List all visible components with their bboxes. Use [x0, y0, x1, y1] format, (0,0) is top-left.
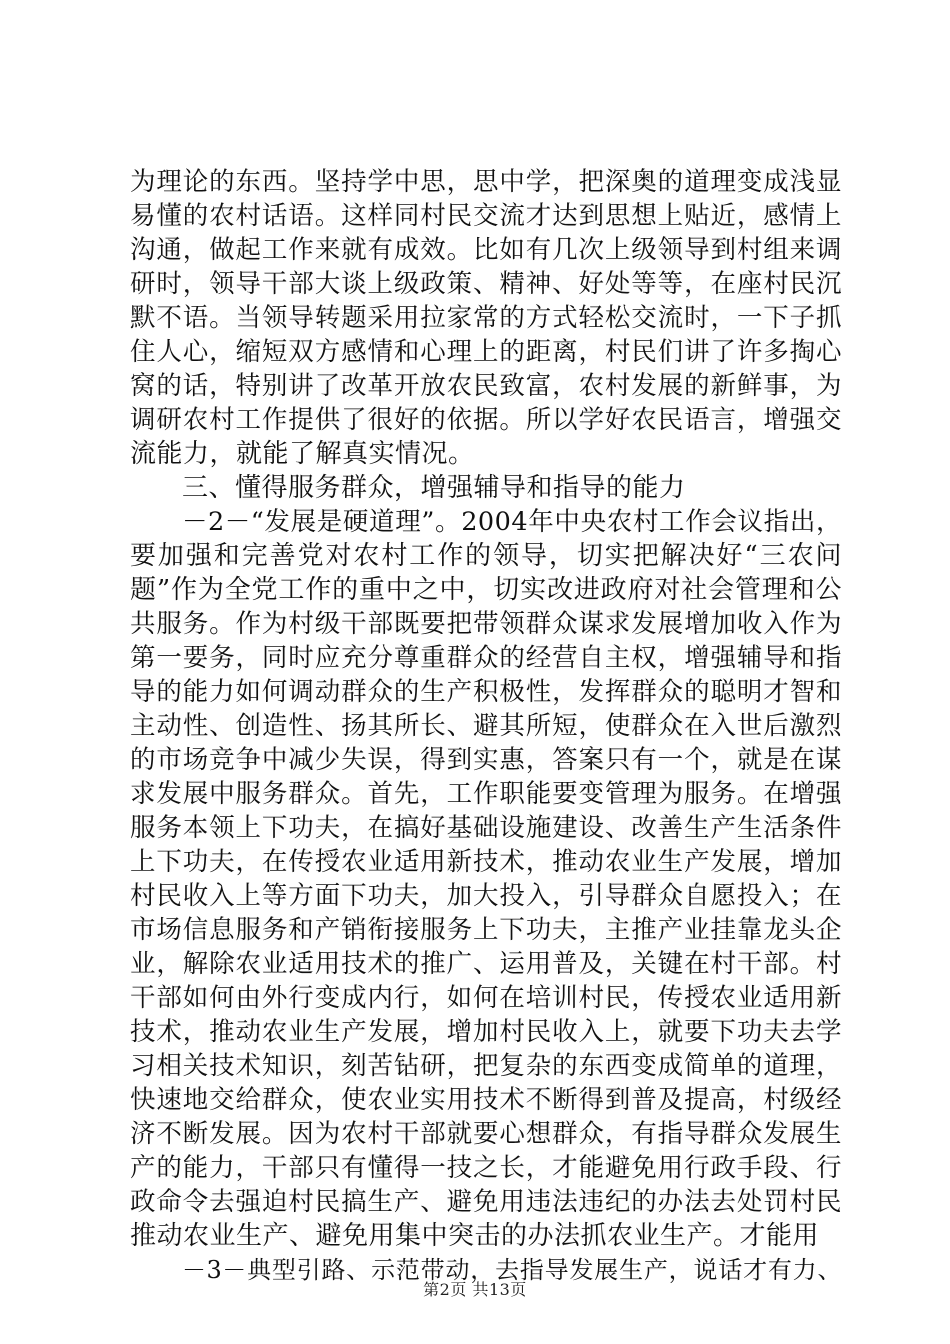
text-line: 沟通，做起工作来就有成效。比如有几次上级领导到村组来调: [130, 235, 842, 265]
text-line: 为理论的东西。坚持学中思，思中学，把深奥的道理变成浅显: [130, 167, 842, 197]
text-line: 题”作为全党工作的重中之中，切实改进政府对社会管理和公: [130, 575, 842, 605]
text-line: 要加强和完善党对农村工作的领导，切实把解决好“三农问: [130, 541, 842, 571]
text-line: 村民收入上等方面下功夫，加大投入，引导群众自愿投入；在: [130, 881, 842, 911]
text-line: 求发展中服务群众。首先，工作职能要变管理为服务。在增强: [130, 779, 842, 809]
text-line: 技术，推动农业生产发展，增加村民收入上，就要下功夫去学: [130, 1017, 842, 1047]
text-line: 住人心，缩短双方感情和心理上的距离，村民们讲了许多掏心: [130, 337, 842, 367]
text-line: 业，解除农业适用技术的推广、运用普及，关键在村干部。村: [130, 949, 842, 979]
text-line: 政命令去强迫村民搞生产、避免用违法违纪的办法去处罚村民: [130, 1187, 842, 1217]
text-line: 主动性、创造性、扬其所长、避其所短，使群众在入世后激烈: [130, 711, 842, 741]
text-line: 共服务。作为村级干部既要把带领群众谋求发展增加收入作为: [130, 609, 842, 639]
text-line: －2－“发展是硬道理”。2004年中央农村工作会议指出，: [182, 507, 842, 537]
text-line: 服务本领上下功夫，在搞好基础设施建设、改善生产生活条件: [130, 813, 842, 843]
text-line: 易懂的农村话语。这样同村民交流才达到思想上贴近，感情上: [130, 201, 842, 231]
text-line: 研时，领导干部大谈上级政策、精神、好处等等，在座村民沉: [130, 269, 842, 299]
text-line: 调研农村工作提供了很好的依据。所以学好农民语言，增强交: [130, 405, 842, 435]
text-line: 流能力，就能了解真实情况。: [130, 439, 475, 469]
text-line: 产的能力，干部只有懂得一技之长，才能避免用行政手段、行: [130, 1153, 842, 1183]
text-line: 推动农业生产、避免用集中突击的办法抓农业生产。才能用: [130, 1221, 820, 1251]
text-line: 上下功夫，在传授农业适用新技术，推动农业生产发展，增加: [130, 847, 842, 877]
section-heading: 三、懂得服务群众，增强辅导和指导的能力: [182, 473, 686, 503]
text-line: 窝的话，特别讲了改革开放农民致富，农村发展的新鲜事，为: [130, 371, 842, 401]
text-line: 济不断发展。因为农村干部就要心想群众，有指导群众发展生: [130, 1119, 842, 1149]
text-line: 的市场竞争中减少失误，得到实惠，答案只有一个，就是在谋: [130, 745, 842, 775]
text-line: －3－典型引路、示范带动，去指导发展生产，说话才有力、: [182, 1256, 842, 1284]
document-body: [130, 165, 842, 1287]
text-line: 干部如何由外行变成内行，如何在培训村民，传授农业适用新: [130, 983, 842, 1013]
text-line: 习相关技术知识，刻苦钻研，把复杂的东西变成简单的道理，: [130, 1051, 842, 1081]
page-footer: 第2页 共13页: [423, 1280, 527, 1299]
text-line: 快速地交给群众，使农业实用技术不断得到普及提高，村级经: [130, 1085, 842, 1115]
text-line: 默不语。当领导转题采用拉家常的方式轻松交流时，一下子抓: [130, 303, 842, 333]
text-line: 市场信息服务和产销衔接服务上下功夫，主推产业挂靠龙头企: [130, 915, 842, 945]
text-line: 第一要务，同时应充分尊重群众的经营自主权，增强辅导和指: [130, 643, 842, 673]
text-line: 导的能力如何调动群众的生产积极性，发挥群众的聪明才智和: [130, 677, 842, 707]
